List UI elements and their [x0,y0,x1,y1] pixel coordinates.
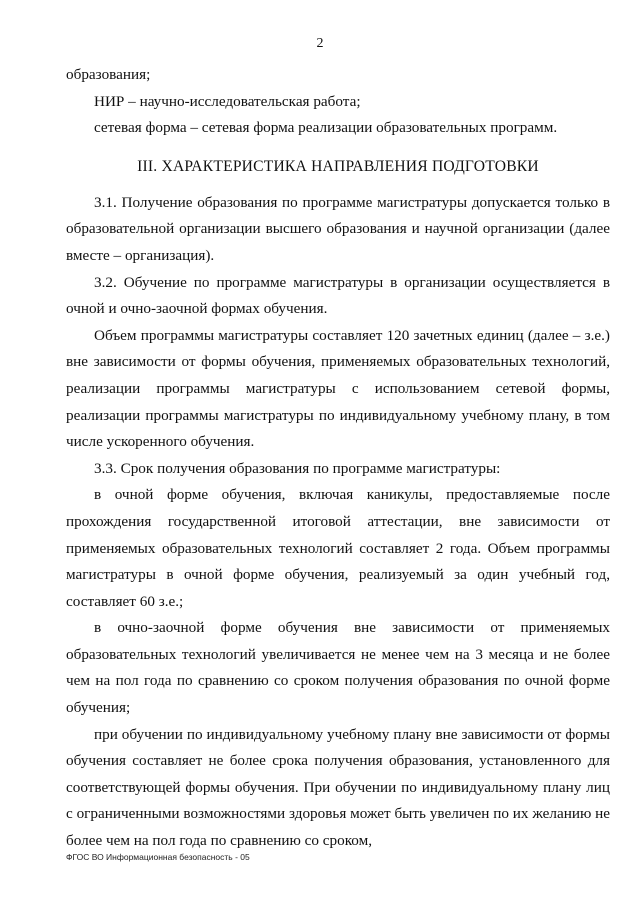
paragraph-full-time: в очной форме обучения, включая каникулы, предоставляемые после прохождения государственной итоговой аттестации, вне зависимости от применяемых образовательных технологий составляет 2 года. Объем программы магистратуры в очной форме обучения, реализуемый за один учебный год, составляет 60 з.е.; [66,486,610,610]
paragraph-3-2: 3.2. Обучение по программе магистратуры в организации осуществляется в очной и очно-заочной формах обучения. [66,273,610,318]
text-line-top-2: сетевая форма – сетевая форма реализации образовательных программ. [94,119,558,137]
paragraph-3-1: 3.1. Получение образования по программе магистратуры допускается только в образовательной организации высшего образования и научной организации (далее вместе – организация). [66,193,610,264]
paragraph-part-time: в очно-заочной форме обучения вне зависимости от применяемых образовательных технологий увеличивается не менее чем на 3 месяца и не более чем на пол года по сравнению со сроком получения образования по очной форме обучения; [66,619,610,717]
text-line-top-0: образования; [66,66,151,83]
page-number: 2 [316,36,324,51]
page-footer: ФГОС ВО Информационная безопасность - 05 [66,852,250,862]
paragraph-volume: Объем программы магистратуры составляет 120 зачетных единиц (далее – з.е.) вне зависимости от формы обучения, применяемых образовательных технологий, реализации программы магистратуры с использованием сетевой формы, реализации программы магистратуры по индивидуальному учебному плану, в том числе ускоренного обучения. [66,326,610,451]
paragraph-3-3: 3.3. Срок получения образования по программе магистратуры: [94,459,501,477]
section-heading: III. ХАРАКТЕРИСТИКА НАПРАВЛЕНИЯ ПОДГОТОВКИ [137,157,539,175]
paragraph-individual-plan: при обучении по индивидуальному учебному плану вне зависимости от формы обучения составляет не более срока получения образования, установленного для соответствующей формы обучения. При обучении по индивидуальному плану лиц с ограниченными возможностями здоровья может быть увеличен по их желанию не более чем на пол года по сравнению со сроком, [66,725,610,850]
text-line-top-1: НИР – научно-исследовательская работа; [94,92,361,110]
document-body [66,62,610,855]
